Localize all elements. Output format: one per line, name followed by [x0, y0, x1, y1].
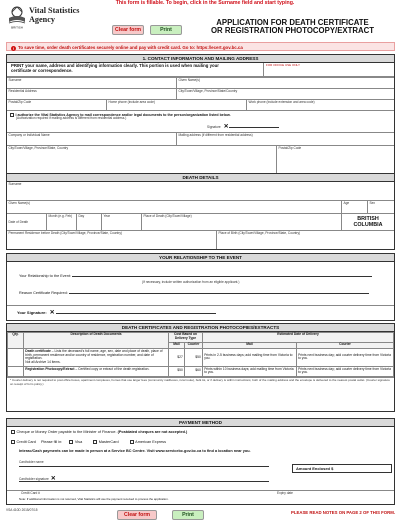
print-button[interactable]: Print [150, 25, 182, 35]
home-phone-field[interactable]: Home phone (include area code) [107, 100, 247, 110]
estimate-col-header: Estimated Date of Delivery [203, 332, 394, 342]
place-of-birth-field[interactable]: Place of Birth (City/Town/Village, Province/State, Country) [218, 230, 301, 235]
relationship-note: (If necessary, include written authorization from an eligible applicant.) [142, 280, 240, 284]
relationship-header: YOUR RELATIONSHIP TO THE EVENT [7, 254, 394, 262]
mail-est-header: Mail [203, 342, 297, 348]
contact-instruction: PRINT your name, address and identifying information clearly. This portion is used when mailing your certificate or correspondence. [11, 63, 219, 73]
courier-fee-header: Courier [185, 342, 203, 348]
credit-card-checkbox[interactable] [11, 440, 15, 444]
table-row [8, 349, 394, 367]
death-certificate-qty-field[interactable] [8, 349, 24, 367]
place-of-death-field[interactable]: Place of Death (City/Town/Village) [142, 214, 342, 230]
death-day-field[interactable]: Day [77, 214, 102, 230]
online-order-banner: ! To save time, order death certificates securely online and pay with credit card. Go to: https://ecert.gov.bc.ca [6, 42, 395, 51]
mailing-city-field[interactable]: City/Town/Village, Province/State, Country [7, 146, 277, 179]
mastercard-checkbox[interactable] [93, 440, 97, 444]
relationship-section [6, 253, 395, 321]
read-notes-footer: PLEASE READ NOTES ON PAGE 2 OF THIS FORM. [290, 510, 395, 515]
form-code: VSA 410D 2015/07/15 [6, 508, 38, 512]
cheque-checkbox[interactable] [11, 430, 15, 434]
age-field[interactable]: Age [342, 201, 368, 213]
clear-form-button-bottom[interactable]: Clear form [117, 510, 157, 520]
registration-photocopy-courier-est: Prints next business day; add courier delivery time from Victoria to you. [296, 366, 393, 376]
postal-code-field[interactable]: Postal/Zip Code [7, 100, 107, 110]
agency-name: Vital Statistics Agency [29, 6, 80, 24]
mailing-address-field[interactable]: Mailing address (if different from residential address) [178, 132, 253, 137]
certificates-section [6, 323, 395, 412]
work-phone-field[interactable]: Work phone (include extension and area code) [248, 99, 315, 104]
applicant-signature-field[interactable]: Your Signature: ✕ [7, 305, 394, 321]
registration-photocopy-desc: Registration Photocopy/Extract – Certified copy or extract of the death registration. [24, 366, 169, 376]
authorize-statement: I authorize the Vital Statistics Agency to mail correspondence and/or legal documents to the person/organization listed below. [10, 113, 391, 117]
company-name-field[interactable]: Company or Individual Name [7, 133, 177, 145]
residential-address-field[interactable]: Residential Address [7, 89, 177, 99]
authorize-note: (Authorization required if mailing address is different from residential address.) [16, 116, 127, 121]
given-names-field[interactable]: Given Name(s) [178, 77, 200, 82]
contact-section [6, 54, 395, 180]
interac-note: Interac/Cash payments can be made in person at a Service BC Centre. Visit www.servicebc.gov.bc.ca to find a location near you. [19, 449, 251, 453]
clear-form-button[interactable]: Clear form [112, 25, 144, 35]
deceased-given-names-field[interactable]: Given Name(s) [7, 201, 342, 213]
courier-footnote: * Courier delivery is not required to post office boxes, apartment complexes, homes that use larger fees (community mailboxes, rural route), bulk lot, or if delivery is within instructions; both of the mailing address and the envelope is delivered to the nearest postal outlet. (Courier signature on receipt of form policy.) [7, 377, 394, 388]
credit-card-option[interactable]: Credit Card Please fill in: Visa MasterCard American Express [11, 440, 166, 444]
registration-photocopy-mail-est: Prints within 10 business days; add mailing time from Victoria to you. [203, 366, 297, 376]
sex-field[interactable]: Sex [369, 200, 375, 205]
qty-col-header: Qty. [8, 332, 24, 349]
death-certificate-courier-fee: $50 [185, 349, 203, 367]
payment-note: Note: If additional information is not returned, Vital Statistics will use the payment received to process the application. [19, 497, 169, 501]
contact-header: 1. CONTACT INFORMATION AND MAILING ADDRESS [7, 55, 394, 63]
alert-icon: ! [12, 45, 15, 51]
death-year-field[interactable]: Year [102, 214, 142, 230]
deceased-surname-field[interactable]: Surname [8, 181, 22, 186]
fillable-notice: This form is fillable. To begin, click in the Surname field and start typing. [115, 0, 295, 6]
death-certificate-courier-est: Prints next business day; add courier delivery time from Victoria to you. [296, 349, 393, 367]
death-certificate-mail-fee: $27 [169, 349, 185, 367]
death-details-section [6, 173, 395, 250]
print-button-bottom[interactable]: Print [172, 510, 204, 520]
payment-header: PAYMENT METHOD [7, 419, 394, 427]
mail-fee-header: Mail [169, 342, 185, 348]
table-row [8, 366, 394, 376]
death-details-header: DEATH DETAILS [7, 174, 394, 182]
office-use-box: FOR OFFICE USE ONLY [263, 63, 394, 76]
registration-photocopy-courier-fee: $60 [185, 366, 203, 376]
death-certificate-desc: Death certificate – Lists the deceased's full name, age, sex, date and place of death, place of birth, permanent residence and/or country of residence, registration number, and date of registration. Not all Archive 14 items. [24, 349, 169, 367]
expiry-field[interactable]: Expiry date [277, 491, 293, 495]
relationship-field[interactable]: Your Relationship to the Event: [19, 274, 389, 279]
card-number-field[interactable]: Credit Card # [21, 491, 40, 495]
authorize-checkbox[interactable] [10, 113, 14, 117]
bc-government-logo-icon [6, 4, 28, 30]
mailing-postal-field[interactable]: Postal/Zip Code [278, 145, 302, 150]
authorize-signature-field[interactable]: Signature ✕ [207, 124, 279, 131]
registration-photocopy-mail-fee: $50 [169, 366, 185, 376]
form-title: APPLICATION FOR DEATH CERTIFICATE OR REGISTRATION PHOTOCOPY/EXTRACT [210, 18, 375, 36]
death-month-field[interactable]: Month (e.g. Feb) [47, 214, 77, 230]
amex-checkbox[interactable] [130, 440, 134, 444]
cheque-option[interactable]: Cheque or Money Order payable to the Minister of Finance. (Postdated cheques are not accepted.) [11, 430, 187, 434]
reason-field[interactable]: Reason Certificate Required: [19, 291, 389, 296]
payment-section [6, 418, 395, 505]
registration-photocopy-qty-field[interactable] [8, 366, 24, 376]
cardholder-signature-field[interactable]: Cardholder signature ✕ [19, 476, 269, 482]
date-of-death-label: Date of Death [7, 214, 47, 230]
desc-col-header: Description of Death Documents [24, 332, 169, 349]
death-certificate-mail-est: Prints in 2-5 business days; add mailing time from Victoria to you. [203, 349, 297, 367]
fee-col-header: Cost Based on Delivery Type [169, 332, 203, 342]
svg-text:BRITISH: BRITISH [11, 25, 23, 30]
city-field[interactable]: City/Town/Village, Province/State/Country [178, 88, 238, 93]
visa-checkbox[interactable] [69, 440, 73, 444]
certificates-header: DEATH CERTIFICATES AND REGISTRATION PHOTOCOPIES/EXTRACTS [7, 324, 394, 332]
amount-enclosed-field[interactable]: Amount Enclosed $ [292, 464, 392, 473]
province-label: BRITISH COLUMBIA [353, 216, 383, 228]
surname-field[interactable]: Surname [7, 78, 177, 88]
certificates-table [7, 332, 394, 377]
cardholder-name-field[interactable]: Cardholder name [19, 461, 269, 467]
courier-est-header: Courier [296, 342, 393, 348]
permanent-residence-field[interactable]: Permanent Residence before Death (City/Town/Village, Province/State, Country) [7, 231, 217, 249]
